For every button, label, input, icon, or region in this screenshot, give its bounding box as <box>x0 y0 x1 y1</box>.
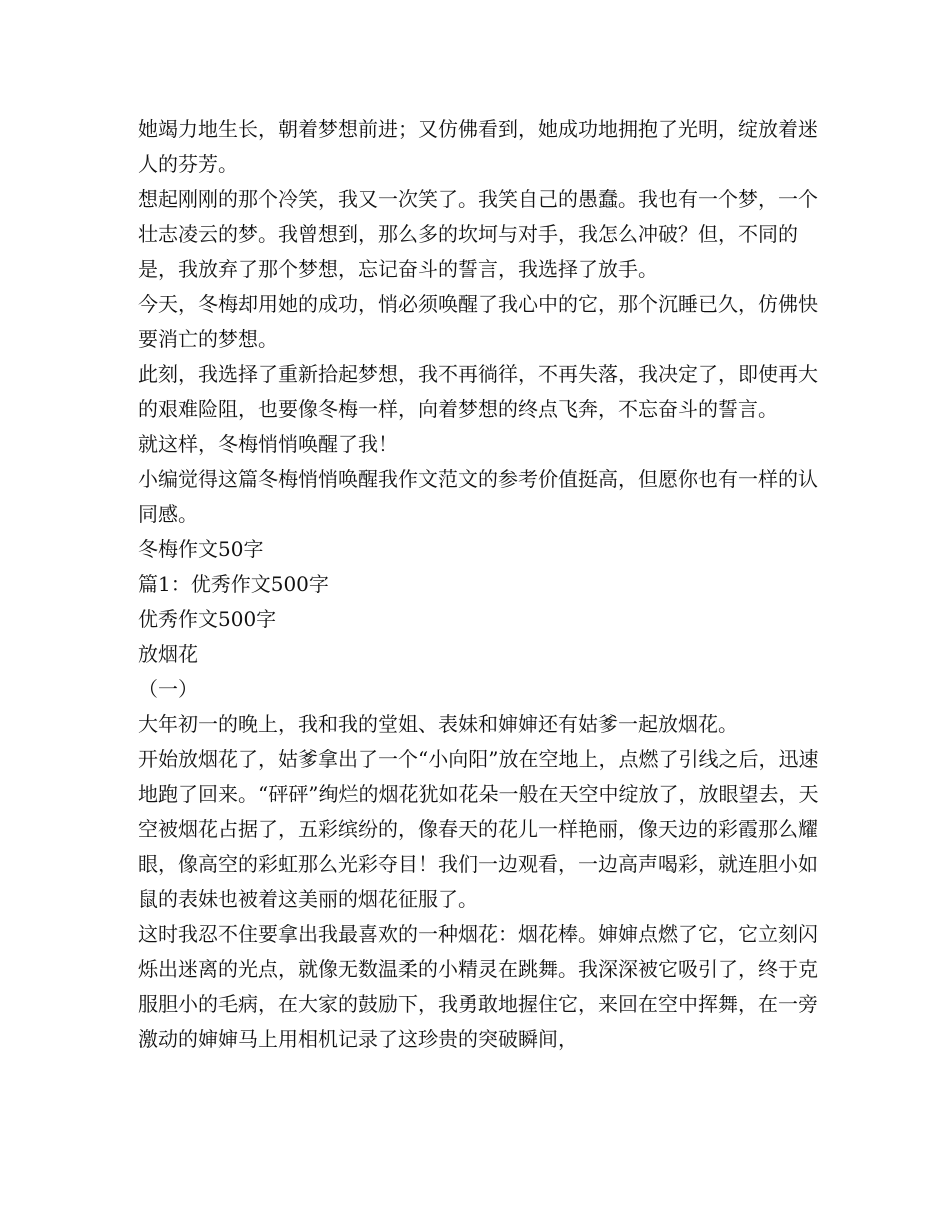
paragraph-1: 她竭力地生长，朝着梦想前进；又仿佛看到，她成功地拥抱了光明，绽放着迷人的芬芳。 <box>138 117 818 176</box>
paragraph-4: 此刻，我选择了重新拾起梦想，我不再徜徉，不再失落，我决定了，即使再大的艰难险阻，也要像冬梅一样，向着梦想的终点飞奔，不忘奋斗的誓言。 <box>138 362 818 421</box>
heading-dongmei-essay: 冬梅作文50字 <box>138 537 264 561</box>
essay-title: 放烟花 <box>138 642 198 666</box>
paragraph-3: 今天，冬梅却用她的成功，悄必须唤醒了我心中的它，那个沉睡已久，仿佛快要消亡的梦想。 <box>138 292 818 351</box>
paragraph-7: 大年初一的晚上，我和我的堂姐、表妹和婶婶还有姑爹一起放烟花。 <box>138 712 738 736</box>
document-body <box>138 112 828 1057</box>
heading-chapter-1: 篇1：优秀作文500字 <box>138 572 329 596</box>
paragraph-6: 小编觉得这篇冬梅悄悄唤醒我作文范文的参考价值挺高，但愿你也有一样的认同感。 <box>138 467 818 526</box>
heading-excellent-essay: 优秀作文500字 <box>138 607 277 631</box>
paragraph-8: 开始放烟花了，姑爹拿出了一个“小向阳”放在空地上，点燃了引线之后，迅速地跑了回来。“砰砰”绚烂的烟花犹如花朵一般在天空中绽放了，放眼望去，天空被烟花占据了，五彩缤纷的，像春天的花儿一样艳丽，像天边的彩霞那么耀眼，像高空的彩虹那么光彩夺目！我们一边观看，一边高声喝彩，就连胆小如鼠的表妹也被着这美丽的烟花征服了。 <box>138 747 819 911</box>
paragraph-9: 这时我忍不住要拿出我最喜欢的一种烟花：烟花棒。婶婶点燃了它，它立刻闪烁出迷离的光点，就像无数温柔的小精灵在跳舞。我深深被它吸引了，终于克服胆小的毛病，在大家的鼓励下，我勇敢地握住它，来回在空中挥舞，在一旁激动的婶婶马上用相机记录了这珍贵的突破瞬间， <box>138 922 818 1051</box>
paragraph-5: 就这样，冬梅悄悄唤醒了我！ <box>138 432 398 456</box>
paragraph-2: 想起刚刚的那个冷笑，我又一次笑了。我笑自己的愚蠢。我也有一个梦，一个壮志凌云的梦。我曾想到，那么多的坎坷与对手，我怎么冲破？但，不同的是，我放弃了那个梦想，忘记奋斗的誓言，我选择了放手。 <box>138 187 818 281</box>
section-number: （一） <box>138 677 198 701</box>
